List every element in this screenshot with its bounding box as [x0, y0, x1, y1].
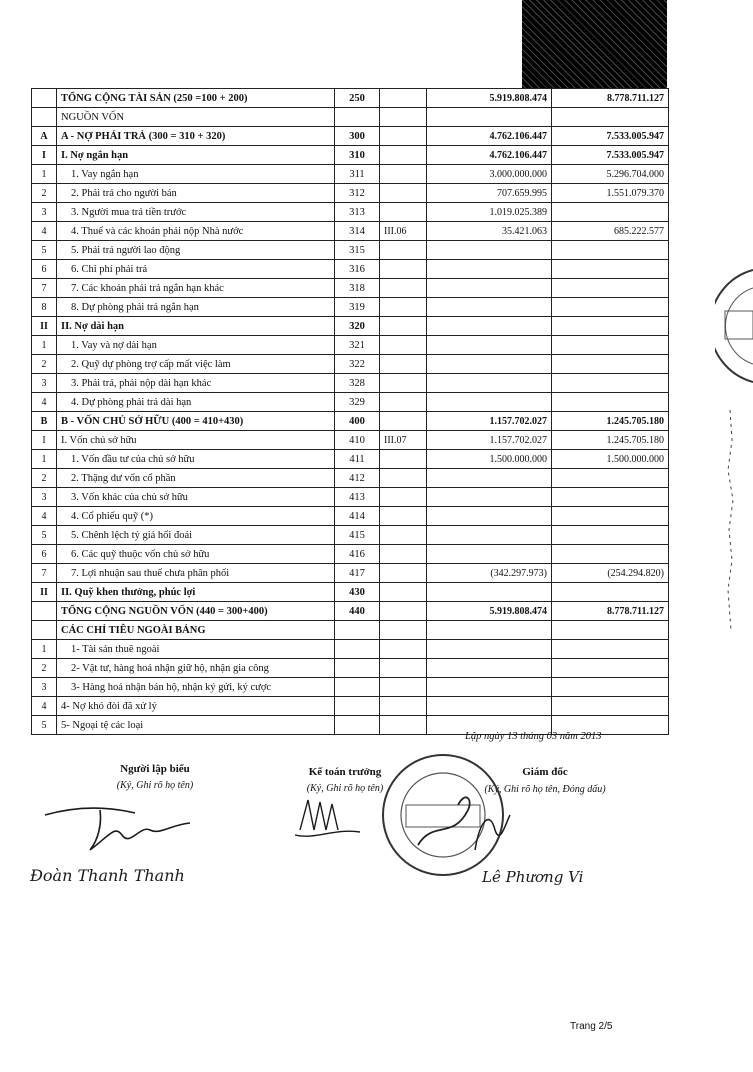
row-previous-value	[552, 279, 669, 298]
row-label: 4- Nợ khó đòi đã xử lý	[57, 697, 335, 716]
row-code	[335, 108, 380, 127]
row-index: 5	[32, 241, 57, 260]
row-current-value	[427, 488, 552, 507]
table-row	[32, 355, 669, 374]
row-current-value	[427, 526, 552, 545]
row-label: 3. Người mua trả tiền trước	[57, 203, 335, 222]
row-previous-value	[552, 659, 669, 678]
row-current-value	[427, 336, 552, 355]
row-code: 310	[335, 146, 380, 165]
row-label: TỔNG CỘNG NGUỒN VỐN (440 = 300+400)	[57, 602, 335, 621]
row-previous-value: 8.778.711.127	[552, 602, 669, 621]
row-index: 3	[32, 203, 57, 222]
row-previous-value	[552, 317, 669, 336]
row-code: 414	[335, 507, 380, 526]
row-current-value: 1.019.025.389	[427, 203, 552, 222]
partial-stamp-icon	[715, 266, 753, 386]
row-code: 412	[335, 469, 380, 488]
row-previous-value	[552, 621, 669, 640]
row-previous-value	[552, 507, 669, 526]
row-current-value	[427, 678, 552, 697]
row-current-value	[427, 621, 552, 640]
row-note	[380, 583, 427, 602]
row-note	[380, 241, 427, 260]
row-label: 5. Chênh lệch tỷ giá hối đoái	[57, 526, 335, 545]
row-index: 3	[32, 374, 57, 393]
row-code: 315	[335, 241, 380, 260]
row-code: 430	[335, 583, 380, 602]
row-note: III.06	[380, 222, 427, 241]
row-index: 2	[32, 469, 57, 488]
row-code: 328	[335, 374, 380, 393]
table-row	[32, 602, 669, 621]
row-code: 320	[335, 317, 380, 336]
row-code: 314	[335, 222, 380, 241]
row-previous-value	[552, 393, 669, 412]
row-previous-value	[552, 336, 669, 355]
row-label: 1. Vay ngắn hạn	[57, 165, 335, 184]
row-code: 411	[335, 450, 380, 469]
row-code: 416	[335, 545, 380, 564]
row-index: 4	[32, 507, 57, 526]
row-label: 3- Hàng hoá nhận bán hộ, nhận ký gửi, ký cược	[57, 678, 335, 697]
row-previous-value: 1.245.705.180	[552, 431, 669, 450]
table-row	[32, 89, 669, 108]
preparer-title: Người lập biểu	[120, 763, 190, 775]
table-row	[32, 279, 669, 298]
row-code: 417	[335, 564, 380, 583]
row-label: 2. Thặng dư vốn cổ phần	[57, 469, 335, 488]
row-note	[380, 317, 427, 336]
row-note	[380, 393, 427, 412]
row-label: TỔNG CỘNG TÀI SẢN (250 =100 + 200)	[57, 89, 335, 108]
row-index: 6	[32, 260, 57, 279]
row-code	[335, 640, 380, 659]
row-previous-value	[552, 697, 669, 716]
row-note	[380, 165, 427, 184]
row-code: 311	[335, 165, 380, 184]
table-row	[32, 450, 669, 469]
table-row	[32, 146, 669, 165]
table-row	[32, 317, 669, 336]
row-previous-value: 7.533.005.947	[552, 127, 669, 146]
row-index: 2	[32, 355, 57, 374]
table-row	[32, 659, 669, 678]
row-code: 250	[335, 89, 380, 108]
row-label: NGUỒN VỐN	[57, 108, 335, 127]
table-row	[32, 488, 669, 507]
accountant-title: Kế toán trưởng	[308, 766, 382, 778]
row-note	[380, 716, 427, 735]
table-row	[32, 678, 669, 697]
table-row	[32, 564, 669, 583]
row-index: 4	[32, 222, 57, 241]
row-note	[380, 450, 427, 469]
row-index: I	[32, 146, 57, 165]
row-current-value	[427, 241, 552, 260]
director-title: Giám đốc	[522, 766, 568, 778]
accountant-note: (Ký, Ghi rõ họ tên)	[306, 783, 384, 794]
table-row	[32, 412, 669, 431]
row-label: 2. Phải trả cho người bán	[57, 184, 335, 203]
row-label: I. Nợ ngắn hạn	[57, 146, 335, 165]
preparer-note: (Ký, Ghi rõ họ tên)	[116, 780, 194, 791]
row-current-value: 5.919.808.474	[427, 89, 552, 108]
row-current-value: 707.659.995	[427, 184, 552, 203]
row-label: 2- Vật tư, hàng hoá nhận giữ hộ, nhận gia công	[57, 659, 335, 678]
row-note	[380, 526, 427, 545]
row-label: 5. Phải trả người lao động	[57, 241, 335, 260]
row-current-value	[427, 545, 552, 564]
row-code: 312	[335, 184, 380, 203]
row-label: 7. Lợi nhuận sau thuế chưa phân phối	[57, 564, 335, 583]
preparer-name: Đoàn Thanh Thanh	[30, 866, 185, 885]
row-note	[380, 355, 427, 374]
table-row	[32, 222, 669, 241]
row-index: 1	[32, 640, 57, 659]
row-label: 1. Vốn đầu tư của chủ sở hữu	[57, 450, 335, 469]
table-row	[32, 545, 669, 564]
row-label: 6. Các quỹ thuộc vốn chủ sở hữu	[57, 545, 335, 564]
row-note	[380, 374, 427, 393]
row-code: 400	[335, 412, 380, 431]
table-row	[32, 336, 669, 355]
row-current-value: 1.500.000.000	[427, 450, 552, 469]
row-label: II. Nợ dài hạn	[57, 317, 335, 336]
row-note: III.07	[380, 431, 427, 450]
row-note	[380, 602, 427, 621]
row-note	[380, 203, 427, 222]
row-index	[32, 602, 57, 621]
row-code: 316	[335, 260, 380, 279]
row-code: 318	[335, 279, 380, 298]
director-name: Lê Phương Vi	[482, 868, 584, 886]
row-note	[380, 336, 427, 355]
table-row	[32, 165, 669, 184]
row-code: 440	[335, 602, 380, 621]
table-row	[32, 108, 669, 127]
row-current-value: 4.762.106.447	[427, 146, 552, 165]
row-note	[380, 697, 427, 716]
row-previous-value	[552, 583, 669, 602]
row-current-value	[427, 583, 552, 602]
row-current-value	[427, 355, 552, 374]
row-note	[380, 146, 427, 165]
row-code: 319	[335, 298, 380, 317]
row-current-value	[427, 298, 552, 317]
row-index: 2	[32, 184, 57, 203]
row-index: 7	[32, 279, 57, 298]
margin-scribble-icon	[718, 410, 743, 630]
row-note	[380, 184, 427, 203]
row-current-value: 4.762.106.447	[427, 127, 552, 146]
row-current-value: 1.157.702.027	[427, 431, 552, 450]
balance-sheet-table	[31, 88, 669, 735]
row-note	[380, 412, 427, 431]
table-row	[32, 431, 669, 450]
row-index: 3	[32, 488, 57, 507]
row-previous-value	[552, 241, 669, 260]
scan-artifact	[522, 0, 667, 88]
row-label: 2. Quỹ dự phòng trợ cấp mất việc làm	[57, 355, 335, 374]
row-code	[335, 678, 380, 697]
row-index: II	[32, 317, 57, 336]
row-index: 7	[32, 564, 57, 583]
row-previous-value	[552, 203, 669, 222]
row-note	[380, 260, 427, 279]
row-current-value: (342.297.973)	[427, 564, 552, 583]
row-current-value	[427, 640, 552, 659]
row-code: 413	[335, 488, 380, 507]
table-row	[32, 640, 669, 659]
table-row	[32, 241, 669, 260]
director-signature-icon	[460, 800, 520, 860]
row-current-value	[427, 697, 552, 716]
row-code	[335, 716, 380, 735]
table-row	[32, 583, 669, 602]
row-current-value: 1.157.702.027	[427, 412, 552, 431]
row-note	[380, 678, 427, 697]
row-code: 415	[335, 526, 380, 545]
balance-sheet-body	[32, 89, 669, 735]
row-label: 1. Vay và nợ dài hạn	[57, 336, 335, 355]
row-note	[380, 108, 427, 127]
row-index: 1	[32, 165, 57, 184]
director-note: (Ký, Ghi rõ họ tên, Đóng dấu)	[484, 784, 606, 795]
row-current-value: 3.000.000.000	[427, 165, 552, 184]
row-current-value	[427, 507, 552, 526]
accountant-signature-icon	[290, 790, 370, 850]
row-index: A	[32, 127, 57, 146]
row-current-value	[427, 659, 552, 678]
row-previous-value: 5.296.704.000	[552, 165, 669, 184]
row-current-value	[427, 317, 552, 336]
row-label: I. Vốn chủ sở hữu	[57, 431, 335, 450]
row-code: 313	[335, 203, 380, 222]
page-number: Trang 2/5	[570, 1021, 613, 1032]
row-note	[380, 659, 427, 678]
row-previous-value	[552, 469, 669, 488]
row-label: II. Quỹ khen thưởng, phúc lợi	[57, 583, 335, 602]
table-row	[32, 298, 669, 317]
row-label: B - VỐN CHỦ SỞ HỮU (400 = 410+430)	[57, 412, 335, 431]
table-row	[32, 203, 669, 222]
row-previous-value	[552, 545, 669, 564]
row-note	[380, 279, 427, 298]
table-row	[32, 621, 669, 640]
row-current-value: 35.421.063	[427, 222, 552, 241]
row-previous-value: 685.222.577	[552, 222, 669, 241]
row-note	[380, 621, 427, 640]
row-previous-value	[552, 298, 669, 317]
row-previous-value: 1.245.705.180	[552, 412, 669, 431]
row-previous-value: (254.294.820)	[552, 564, 669, 583]
row-note	[380, 127, 427, 146]
table-row	[32, 697, 669, 716]
row-previous-value	[552, 488, 669, 507]
row-index: 8	[32, 298, 57, 317]
row-previous-value	[552, 355, 669, 374]
table-row	[32, 184, 669, 203]
row-index: 2	[32, 659, 57, 678]
row-note	[380, 640, 427, 659]
row-code: 321	[335, 336, 380, 355]
row-index: 5	[32, 716, 57, 735]
row-previous-value: 7.533.005.947	[552, 146, 669, 165]
row-index	[32, 621, 57, 640]
row-note	[380, 545, 427, 564]
row-previous-value	[552, 374, 669, 393]
row-previous-value	[552, 526, 669, 545]
row-code	[335, 697, 380, 716]
row-current-value	[427, 374, 552, 393]
row-code	[335, 659, 380, 678]
row-code	[335, 621, 380, 640]
row-index: 4	[32, 393, 57, 412]
row-label: 4. Cổ phiếu quỹ (*)	[57, 507, 335, 526]
row-current-value: 5.919.808.474	[427, 602, 552, 621]
row-code: 322	[335, 355, 380, 374]
row-previous-value	[552, 260, 669, 279]
row-index: II	[32, 583, 57, 602]
row-current-value	[427, 469, 552, 488]
row-index: 6	[32, 545, 57, 564]
row-code: 300	[335, 127, 380, 146]
row-label: 8. Dự phòng phải trả ngắn hạn	[57, 298, 335, 317]
row-index: 4	[32, 697, 57, 716]
row-index: I	[32, 431, 57, 450]
row-code: 410	[335, 431, 380, 450]
row-note	[380, 298, 427, 317]
row-index: B	[32, 412, 57, 431]
row-current-value	[427, 393, 552, 412]
row-previous-value	[552, 108, 669, 127]
table-row	[32, 507, 669, 526]
row-label: 3. Phải trả, phải nộp dài hạn khác	[57, 374, 335, 393]
table-row	[32, 127, 669, 146]
table-row	[32, 393, 669, 412]
row-label: 4. Dự phòng phải trả dài hạn	[57, 393, 335, 412]
row-index: 1	[32, 450, 57, 469]
row-note	[380, 507, 427, 526]
table-row	[32, 469, 669, 488]
row-previous-value: 1.551.079.370	[552, 184, 669, 203]
row-label: 5- Ngoại tệ các loại	[57, 716, 335, 735]
row-code: 329	[335, 393, 380, 412]
row-note	[380, 469, 427, 488]
row-index	[32, 108, 57, 127]
row-previous-value	[552, 640, 669, 659]
row-label: 1- Tài sản thuê ngoài	[57, 640, 335, 659]
row-index: 3	[32, 678, 57, 697]
table-row	[32, 374, 669, 393]
preparer-signature-icon	[40, 795, 200, 855]
row-previous-value: 1.500.000.000	[552, 450, 669, 469]
row-note	[380, 564, 427, 583]
row-current-value	[427, 108, 552, 127]
row-label: 4. Thuế và các khoản phải nộp Nhà nước	[57, 222, 335, 241]
row-current-value	[427, 279, 552, 298]
row-label: 7. Các khoản phải trả ngắn hạn khác	[57, 279, 335, 298]
row-previous-value	[552, 678, 669, 697]
row-previous-value: 8.778.711.127	[552, 89, 669, 108]
report-date: Lập ngày 13 tháng 03 năm 2013	[465, 731, 602, 742]
row-current-value	[427, 260, 552, 279]
row-label: CÁC CHỈ TIÊU NGOÀI BẢNG	[57, 621, 335, 640]
row-index: 1	[32, 336, 57, 355]
row-label: 3. Vốn khác của chủ sở hữu	[57, 488, 335, 507]
table-row	[32, 526, 669, 545]
row-note	[380, 89, 427, 108]
row-label: 6. Chi phí phải trả	[57, 260, 335, 279]
row-index	[32, 89, 57, 108]
row-label: A - NỢ PHẢI TRẢ (300 = 310 + 320)	[57, 127, 335, 146]
row-note	[380, 488, 427, 507]
row-index: 5	[32, 526, 57, 545]
table-row	[32, 260, 669, 279]
